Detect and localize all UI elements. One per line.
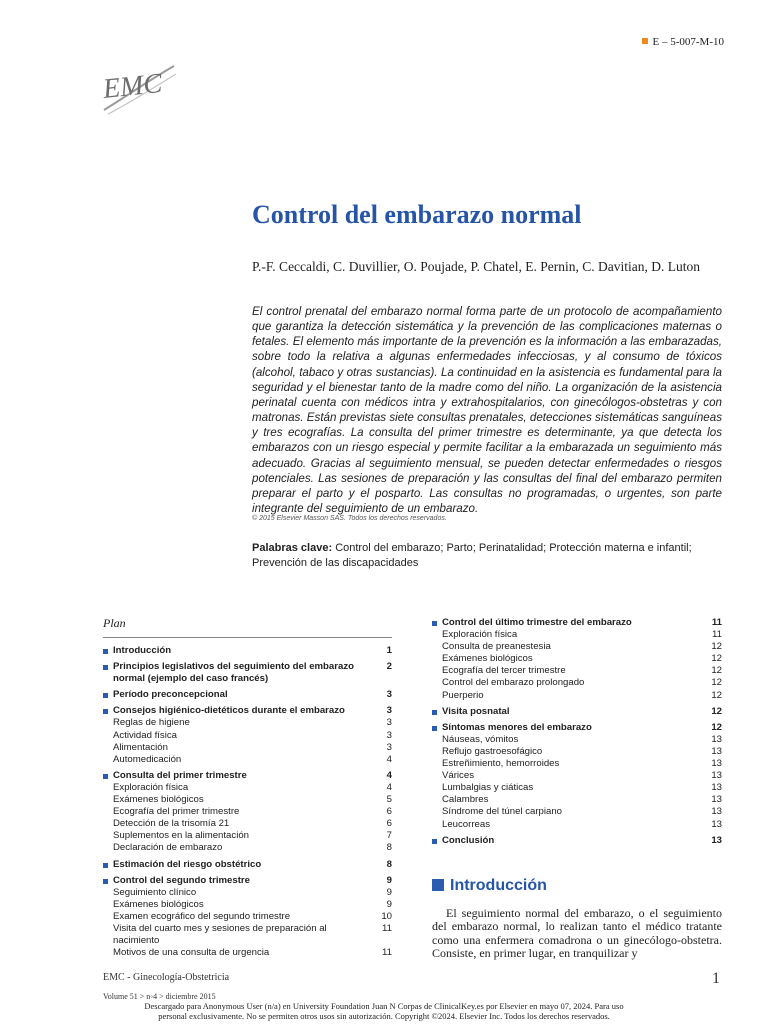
svg-text:EMC: EMC xyxy=(101,67,164,105)
toc-subsection-entry[interactable] xyxy=(432,665,722,677)
toc-entry-title: Várices xyxy=(442,770,474,782)
keywords-label: Palabras clave: xyxy=(252,542,333,554)
abstract-text: El control prenatal del embarazo normal forma parte de un protocolo de acompañamiento que garantiza la detección sistemática y la prevención de las complicaciones maternas o fetales. El elemento más importante de la prevención es la información a las embarazadas, sobre todo la relativa a algunas enfermedades infecciosas, y al consumo de tóxicos (alcohol, tabaco y otras sustancias). La continuidad en la asistencia es fundamental para la seguridad y el bienestar tanto de la madre como del niño. La organización de la asistencia perinatal cuenta con médicos intra y extrahospitalarios, con ginecólogos-obstetras y con matronas. Están previstas siete consultas prenatales, detecciones sistemáticas sanguíneas y tres ecografías. La consulta del primer trimestre es determinante, ya que detecta los embarazos con un riesgo especial y permite facilitar a la embarazada un seguimiento más adecuado. Gracias al seguimiento mensual, se pueden detectar enfermedades o riesgos potenciales. Las sesiones de preparación y las consultas del final del embarazo permiten preparar el parto y el posparto. Las consultas no programadas, o urgentes, son parte integrante del seguimiento de un embarazo. xyxy=(252,305,722,516)
toc-entry-page: 9 xyxy=(386,898,392,910)
toc-entry-page: 9 xyxy=(386,874,392,886)
toc-subsection-entry[interactable] xyxy=(432,629,722,641)
toc-subsection-entry[interactable] xyxy=(432,746,722,758)
document-reference xyxy=(642,36,725,48)
toc-subsection-entry[interactable] xyxy=(432,641,722,653)
toc-section-entry[interactable] xyxy=(103,645,392,657)
toc-entry-page: 9 xyxy=(386,886,392,898)
toc-entry-page: 7 xyxy=(386,830,392,842)
toc-subsection-entry[interactable] xyxy=(103,794,392,806)
toc-entry-page: 8 xyxy=(386,858,392,870)
toc-entry-page: 1 xyxy=(386,645,392,656)
table-of-contents-right xyxy=(432,617,722,847)
toc-subsection-entry[interactable] xyxy=(432,690,722,702)
toc-entry-page: 4 xyxy=(386,781,392,793)
toc-entry-page: 3 xyxy=(386,705,392,717)
toc-entry-page: 11 xyxy=(382,922,392,934)
author-list: P.-F. Ceccaldi, C. Duvillier, O. Poujade, P. Chatel, E. Pernin, C. Davitian, D. Luton xyxy=(252,259,700,274)
toc-entry-title: Conclusión xyxy=(442,834,495,846)
plan-divider xyxy=(103,637,392,638)
toc-subsection-entry[interactable] xyxy=(103,754,392,766)
toc-entry-page: 12 xyxy=(711,653,722,665)
toc-entry-page: 12 xyxy=(711,689,722,701)
page-number: 1 xyxy=(712,970,720,987)
toc-entry-title: Período preconcepcional xyxy=(113,689,228,701)
toc-section-entry[interactable] xyxy=(103,661,392,685)
volume-info: Volume 51 > n◦4 > diciembre 2015 xyxy=(103,992,216,1001)
toc-entry-page: 8 xyxy=(386,842,392,854)
toc-entry-page: 13 xyxy=(711,794,722,806)
journal-name: EMC - Ginecología-Obstetricia xyxy=(103,972,230,983)
copyright-notice: © 2015 Elsevier Masson SAS. Todos los derechos reservados. xyxy=(252,515,447,522)
toc-entry-page: 3 xyxy=(386,717,392,729)
toc-entry-title: Actividad física xyxy=(113,729,177,741)
toc-entry-title: Visita del cuarto mes y sesiones de preparación al nacimiento xyxy=(113,922,327,947)
download-notice-line: Descargado para Anonymous User (n/a) en University Foundation Juan N Corpas de ClinicalKey.es por Elsevier en mayo 07, 2024. Para uso xyxy=(144,1001,624,1011)
toc-entry-page: 5 xyxy=(386,794,392,806)
toc-subsection-entry[interactable] xyxy=(103,923,392,947)
toc-entry-title: Consejos higiénico-dietéticos durante el embarazo xyxy=(113,705,345,717)
toc-entry-page: 12 xyxy=(711,665,722,677)
toc-entry-title: Introducción xyxy=(113,645,172,656)
toc-entry-title: Reflujo gastroesofágico xyxy=(442,745,543,757)
toc-entry-page: 11 xyxy=(712,629,722,641)
toc-entry-page: 13 xyxy=(711,745,722,757)
toc-subsection-entry[interactable] xyxy=(432,770,722,782)
toc-subsection-entry[interactable] xyxy=(432,653,722,665)
toc-entry-title: Suplementos en la alimentación xyxy=(113,830,249,842)
toc-entry-title: Ecografía del primer trimestre xyxy=(113,806,240,818)
toc-entry-title: Calambres xyxy=(442,794,489,806)
toc-entry-title: Control del embarazo prolongado xyxy=(442,677,585,689)
toc-entry-page: 13 xyxy=(711,818,722,830)
toc-entry-title: Control del último trimestre del embarazo xyxy=(442,617,632,628)
toc-entry-page: 6 xyxy=(386,806,392,818)
section-heading xyxy=(432,877,547,895)
toc-entry-title: Examen ecográfico del segundo trimestre xyxy=(113,910,291,922)
toc-entry-title: Leucorreas xyxy=(442,818,490,830)
reference-code: E – 5-007-M-10 xyxy=(652,36,724,48)
toc-entry-title: Exámenes biológicos xyxy=(113,898,204,910)
toc-entry-page: 3 xyxy=(386,729,392,741)
toc-entry-title: Motivos de una consulta de urgencia xyxy=(113,947,270,959)
toc-subsection-entry[interactable] xyxy=(432,677,722,689)
toc-entry-title: Alimentación xyxy=(113,741,168,753)
toc-entry-page: 2 xyxy=(386,661,392,673)
toc-entry-page: 13 xyxy=(711,834,722,846)
download-notice xyxy=(0,1001,768,1021)
toc-entry-page: 13 xyxy=(711,770,722,782)
toc-entry-title: Consulta del primer trimestre xyxy=(113,769,247,781)
toc-entry-page: 13 xyxy=(711,782,722,794)
toc-entry-title: Control del segundo trimestre xyxy=(113,874,250,886)
toc-section-entry[interactable] xyxy=(432,722,722,734)
toc-section-entry[interactable] xyxy=(103,705,392,717)
toc-entry-page: 11 xyxy=(382,947,392,959)
toc-subsection-entry[interactable] xyxy=(432,794,722,806)
toc-subsection-entry[interactable] xyxy=(103,818,392,830)
keywords-list: Control del embarazo; Parto; Perinatalidad; Protección materna e infantil; Prevención de las discapacidades xyxy=(252,542,692,569)
toc-entry-title: Estimación del riesgo obstétrico xyxy=(113,858,262,870)
toc-section-entry[interactable] xyxy=(432,617,722,629)
toc-entry-title: Síndrome del túnel carpiano xyxy=(442,806,562,818)
toc-entry-page: 12 xyxy=(711,721,722,733)
blue-square-icon xyxy=(432,879,444,891)
toc-subsection-entry[interactable] xyxy=(432,806,722,818)
toc-entry-title: Exámenes biológicos xyxy=(442,653,533,665)
toc-entry-title: Ecografía del tercer trimestre xyxy=(442,665,566,677)
toc-subsection-entry[interactable] xyxy=(103,782,392,794)
toc-section-entry[interactable] xyxy=(103,689,392,701)
toc-entry-page: 6 xyxy=(386,818,392,830)
toc-entry-page: 4 xyxy=(386,753,392,765)
toc-entry-page: 4 xyxy=(386,769,392,781)
toc-entry-page: 13 xyxy=(711,806,722,818)
toc-entry-title: Seguimiento clínico xyxy=(113,886,197,898)
toc-subsection-entry[interactable] xyxy=(103,830,392,842)
toc-entry-page: 13 xyxy=(711,733,722,745)
toc-subsection-entry[interactable] xyxy=(103,730,392,742)
toc-entry-page: 13 xyxy=(711,758,722,770)
toc-entry-title: Lumbalgias y ciáticas xyxy=(442,782,534,794)
toc-section-entry[interactable] xyxy=(432,835,722,847)
toc-subsection-entry[interactable] xyxy=(103,899,392,911)
toc-entry-title: Puerperio xyxy=(442,689,484,701)
toc-entry-page: 11 xyxy=(711,617,722,628)
section-heading-text: Introducción xyxy=(450,877,547,894)
toc-entry-title: Principios legislativos del seguimiento del embarazo normal (ejemplo del caso francés) xyxy=(113,661,354,685)
toc-section-entry[interactable] xyxy=(103,859,392,871)
toc-entry-page: 12 xyxy=(711,677,722,689)
toc-entry-page: 3 xyxy=(386,741,392,753)
toc-subsection-entry[interactable] xyxy=(432,819,722,831)
toc-subsection-entry[interactable] xyxy=(103,806,392,818)
introduction-paragraph: El seguimiento normal del embarazo, o el seguimiento del embarazo normal, lo realizan tanto el médico tratante como una enfermera comadrona o un ginecólogo-obstetra. Consiste, en primer lugar, en tranquilizar y xyxy=(432,906,722,960)
toc-entry-title: Síntomas menores del embarazo xyxy=(442,721,592,733)
toc-subsection-entry[interactable] xyxy=(103,887,392,899)
article-title: Control del embarazo normal xyxy=(252,200,582,229)
toc-entry-title: Estreñimiento, hemorroides xyxy=(442,758,560,770)
toc-entry-title: Exploración física xyxy=(113,781,189,793)
toc-entry-page: 12 xyxy=(711,705,722,717)
table-of-contents-left xyxy=(103,645,392,959)
toc-entry-title: Exámenes biológicos xyxy=(113,794,204,806)
toc-section-entry[interactable] xyxy=(103,875,392,887)
toc-entry-page: 3 xyxy=(386,689,392,701)
toc-entry-title: Declaración de embarazo xyxy=(113,842,223,854)
plan-title: Plan xyxy=(103,616,126,630)
toc-entry-page: 10 xyxy=(381,910,392,922)
keywords xyxy=(252,541,722,571)
toc-subsection-entry[interactable] xyxy=(103,911,392,923)
toc-entry-title: Náuseas, vómitos xyxy=(442,733,519,745)
emc-logo xyxy=(98,58,180,120)
toc-entry-title: Exploración física xyxy=(442,629,518,641)
toc-entry-title: Detección de la trisomía 21 xyxy=(113,818,230,830)
toc-entry-title: Automedicación xyxy=(113,753,182,765)
download-notice-line: personal exclusivamente. No se permiten otros usos sin autorización. Copyright ©2024. Elsevier Inc. Todos los derechos reservados. xyxy=(158,1011,610,1021)
toc-subsection-entry[interactable] xyxy=(103,842,392,854)
toc-subsection-entry[interactable] xyxy=(432,782,722,794)
toc-section-entry[interactable] xyxy=(103,770,392,782)
toc-entry-title: Consulta de preanestesia xyxy=(442,641,551,653)
toc-subsection-entry[interactable] xyxy=(432,758,722,770)
toc-subsection-entry[interactable] xyxy=(103,717,392,729)
toc-entry-title: Reglas de higiene xyxy=(113,717,190,729)
toc-section-entry[interactable] xyxy=(432,706,722,718)
toc-subsection-entry[interactable] xyxy=(103,742,392,754)
toc-entry-page: 12 xyxy=(711,641,722,653)
toc-entry-title: Visita posnatal xyxy=(442,705,510,717)
toc-subsection-entry[interactable] xyxy=(103,947,392,959)
toc-subsection-entry[interactable] xyxy=(432,734,722,746)
orange-square-icon xyxy=(642,38,648,44)
